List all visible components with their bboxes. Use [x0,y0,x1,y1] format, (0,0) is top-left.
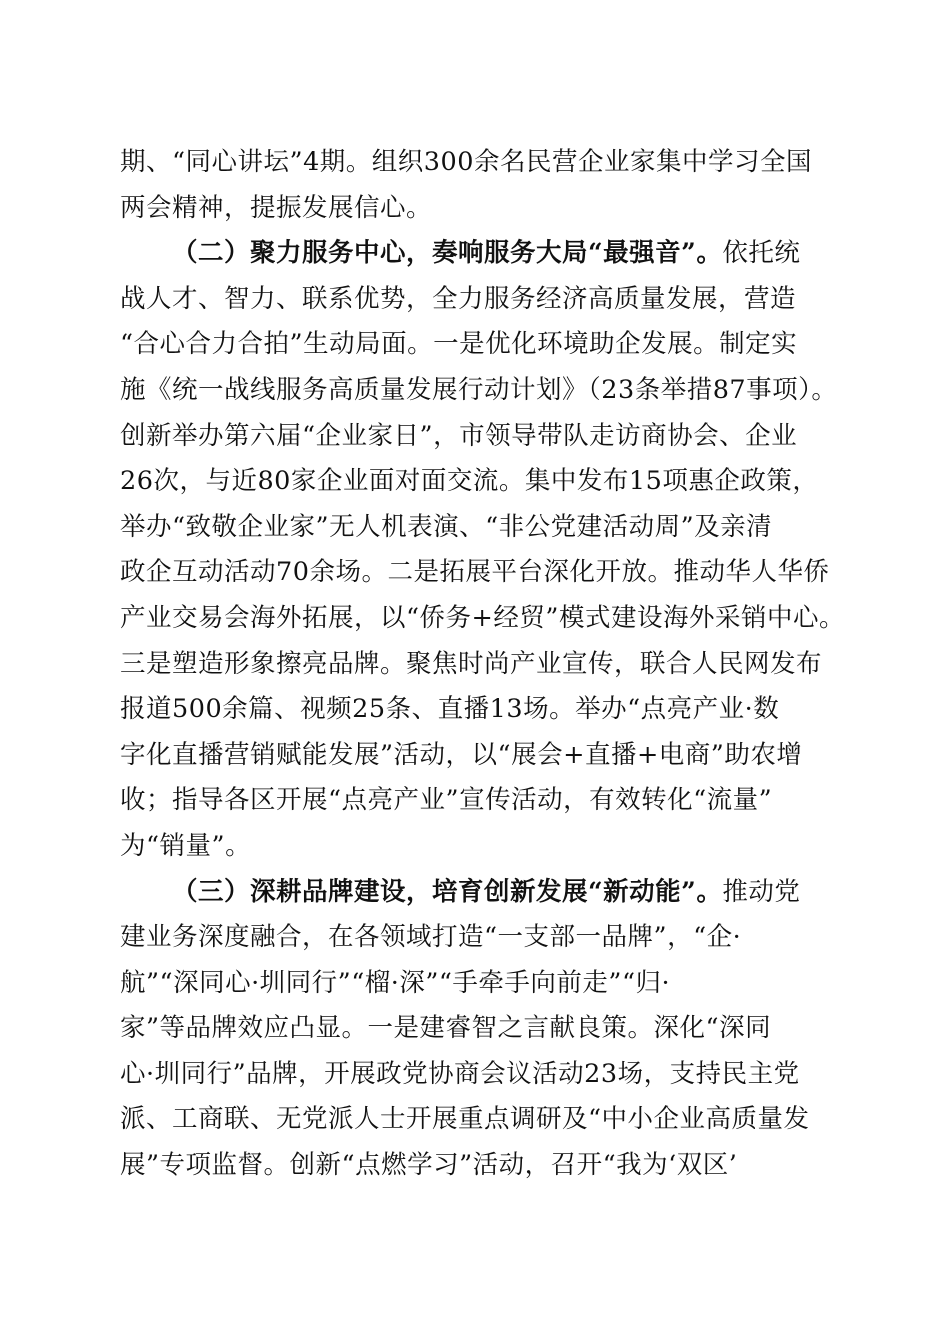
paragraph-2-line-1 [120,231,840,277]
paragraph-3-line: 建业务深度融合，在各领域打造“一支部一品牌”，“企· [120,922,742,953]
paragraph-2-line: 报道500余篇、视频25条、直播13场。举办“点亮产业·数 [120,694,780,725]
paragraph-2-line: 创新举办第六届“企业家日”，市领导带队走访商协会、企业 [120,420,798,451]
paragraph-2-line: “合心合力合拍”生动局面。一是优化环境助企发展。制定实 [120,329,798,360]
section-heading-3: （三）深耕品牌建设，培育创新发展“新动能”。 [172,876,723,907]
paragraph-1-line-2: 两会精神，提振发展信心。 [120,192,433,223]
section-heading-2: （二）聚力服务中心，奏响服务大局“最强音”。 [172,238,723,269]
paragraph-2-line: 产业交易会海外拓展，以“侨务+经贸”模式建设海外采销中心。 [120,602,845,633]
paragraph-3-line: 心·圳同行”品牌，开展政党协商会议活动23场，支持民主党 [120,1058,800,1089]
paragraph-2-line: 为“销量”。 [120,830,252,861]
paragraph-2 [120,231,845,869]
paragraph-3 [120,870,840,1189]
paragraph-2-line: 举办“致敬企业家”无人机表演、“非公党建活动周”及亲清 [120,511,773,542]
paragraph-1-line-1: 期、“同心讲坛”4期。组织300余名民营企业家集中学习全国 [120,147,812,177]
paragraph-3-line: 派、工商联、无党派人士开展重点调研及“中小企业高质量发 [120,1104,810,1135]
paragraph-2-line: 字化直播营销赋能发展”活动，以“展会+直播+电商”助农增 [120,739,803,770]
paragraph-1 [120,140,840,231]
paragraph-2-line: 战人才、智力、联系优势，全力服务经济高质量发展，营造 [120,283,797,314]
paragraph-3-line: 航”“深同心·圳同行”“榴·深”“手牵手向前走”“归· [120,967,671,998]
paragraph-2-line-1-rest: 依托统 [722,238,801,269]
document-body [120,140,845,1189]
paragraph-2-line: 三是塑造形象擦亮品牌。聚焦时尚产业宣传，联合人民网发布 [120,648,823,679]
paragraph-3-line-1 [120,870,840,916]
paragraph-2-line: 政企互动活动70余场。二是拓展平台深化开放。推动华人华侨 [120,557,830,588]
paragraph-2-line: 施《统一战线服务高质量发展行动计划》（23条举措87事项）。 [120,374,838,405]
paragraph-3-line-1-rest: 推动党 [722,876,801,907]
paragraph-2-line: 收；指导各区开展“点亮产业”宣传活动，有效转化“流量” [120,785,773,816]
paragraph-3-line: 家”等品牌效应凸显。一是建睿智之言献良策。深化“深同 [120,1013,772,1044]
paragraph-3-line: 展”专项监督。创新“点燃学习”活动，召开“我为‘双区’ [120,1150,738,1181]
paragraph-2-line: 26次，与近80家企业面对面交流。集中发布15项惠企政策， [120,466,819,497]
